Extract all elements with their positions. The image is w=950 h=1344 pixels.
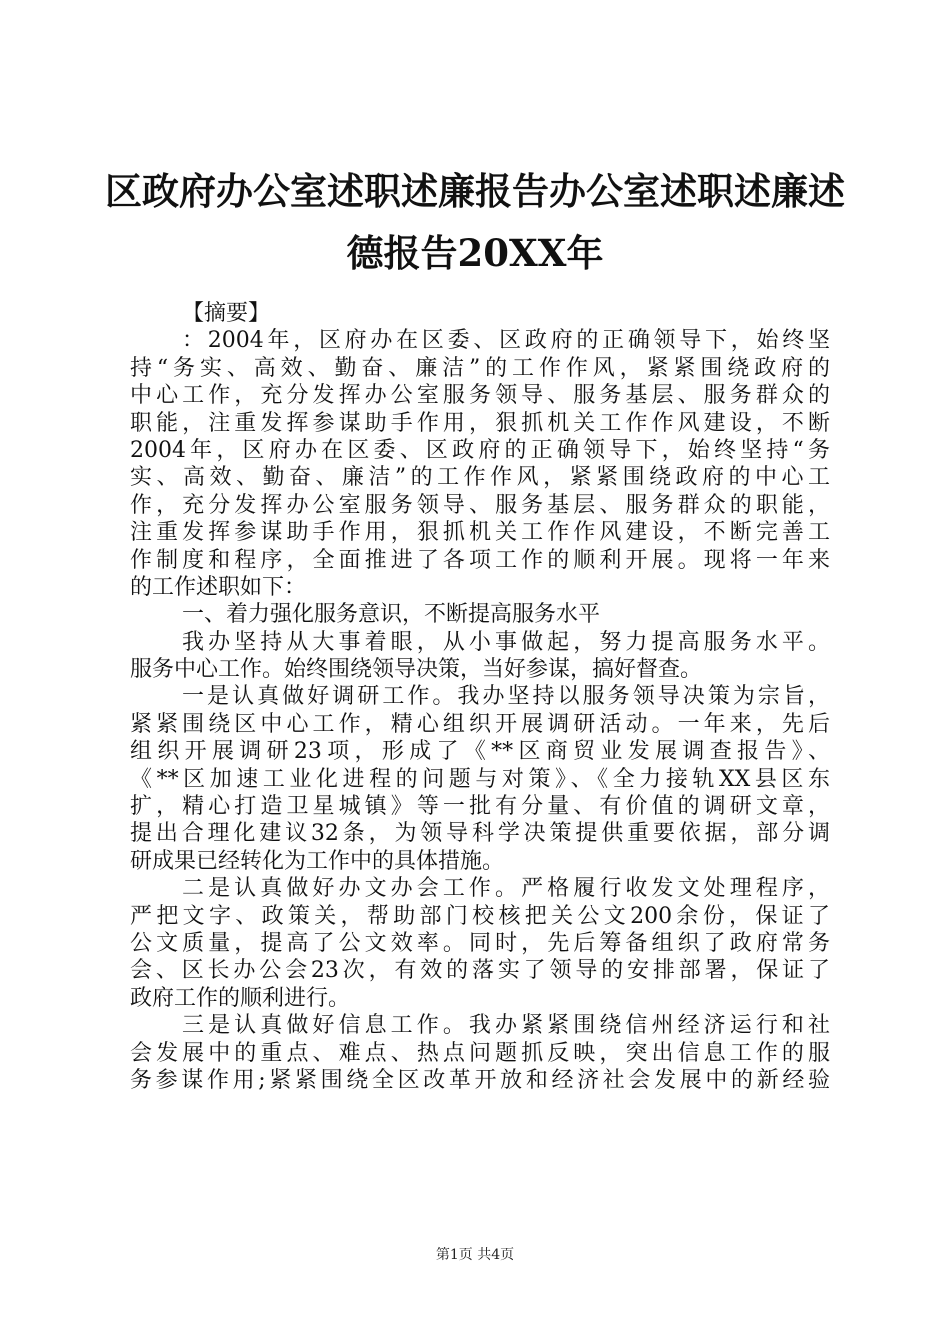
body-line: 我办坚持从大事着眼，从小事做起，努力提高服务水平。 xyxy=(182,629,830,655)
body-line: 公文质量，提高了公文效率。同时，先后筹备组织了政府常务 xyxy=(130,930,830,956)
body-line: 三是认真做好信息工作。我办紧紧围绕信州经济运行和社 xyxy=(182,1013,830,1039)
body-line: 一、着力强化服务意识，不断提高服务水平 xyxy=(182,602,601,628)
body-line: 紧紧围绕区中心工作，精心组织开展调研活动。一年来，先后 xyxy=(130,711,830,737)
body-line: 研成果已经转化为工作中的具体措施。 xyxy=(130,848,505,874)
body-line: 职能，注重发挥参谋助手作用，狠抓机关工作作风建设，不断 xyxy=(130,410,830,436)
body-line: ：2004年，区府办在区委、区政府的正确领导下，始终坚 xyxy=(182,328,830,354)
body-line: 作制度和程序，全面推进了各项工作的顺利开展。现将一年来 xyxy=(130,547,830,573)
body-line: 会发展中的重点、难点、热点问题抓反映，突出信息工作的服 xyxy=(130,1040,830,1066)
body-line: 务参谋作用;紧紧围绕全区改革开放和经济社会发展中的新经验 xyxy=(130,1067,830,1093)
body-line: 中心工作，充分发挥办公室服务领导、服务基层、服务群众的 xyxy=(130,383,830,409)
body-line: 2004年，区府办在区委、区政府的正确领导下，始终坚持“务 xyxy=(130,437,830,463)
document-body xyxy=(130,300,830,1094)
body-line: 会、区长办公会23次，有效的落实了领导的安排部署，保证了 xyxy=(130,958,830,984)
body-line: 政府工作的顺利进行。 xyxy=(130,985,351,1011)
body-line: 组织开展调研23项，形成了《**区商贸业发展调查报告》、 xyxy=(130,739,830,765)
body-line: 提出合理化建议32条，为领导科学决策提供重要依据，部分调 xyxy=(130,821,830,847)
page-footer: 第1页 共4页 xyxy=(435,1247,515,1263)
body-line: 作，充分发挥办公室服务领导、服务基层、服务群众的职能， xyxy=(130,492,830,518)
body-line: 的工作述职如下： xyxy=(130,574,307,600)
body-line: 严把文字、政策关，帮助部门校核把关公文200余份，保证了 xyxy=(130,903,830,929)
body-line: 注重发挥参谋助手作用，狠抓机关工作作风建设，不断完善工 xyxy=(130,520,830,546)
body-line: 服务中心工作。始终围绕领导决策，当好参谋，搞好督查。 xyxy=(130,657,703,683)
body-line: 二是认真做好办文办会工作。严格履行收发文处理程序， xyxy=(182,876,830,902)
body-line: 持“务实、高效、勤奋、廉洁”的工作作风，紧紧围绕政府的 xyxy=(130,355,830,381)
document-title xyxy=(60,160,890,284)
body-line: 一是认真做好调研工作。我办坚持以服务领导决策为宗旨， xyxy=(182,684,830,710)
body-line: 扩，精心打造卫星城镇》等一批有分量、有价值的调研文章， xyxy=(130,794,830,820)
body-line: 《**区加速工业化进程的问题与对策》、《全力接轨XX县区东 xyxy=(130,766,830,792)
title-line-1: 区政府办公室述职述廉报告办公室述职述廉述 xyxy=(105,169,845,213)
title-line-2: 德报告20XX年 xyxy=(346,231,604,275)
body-line: 【摘要】 xyxy=(182,301,271,326)
body-line: 实、高效、勤奋、廉洁”的工作作风，紧紧围绕政府的中心工 xyxy=(130,465,830,491)
